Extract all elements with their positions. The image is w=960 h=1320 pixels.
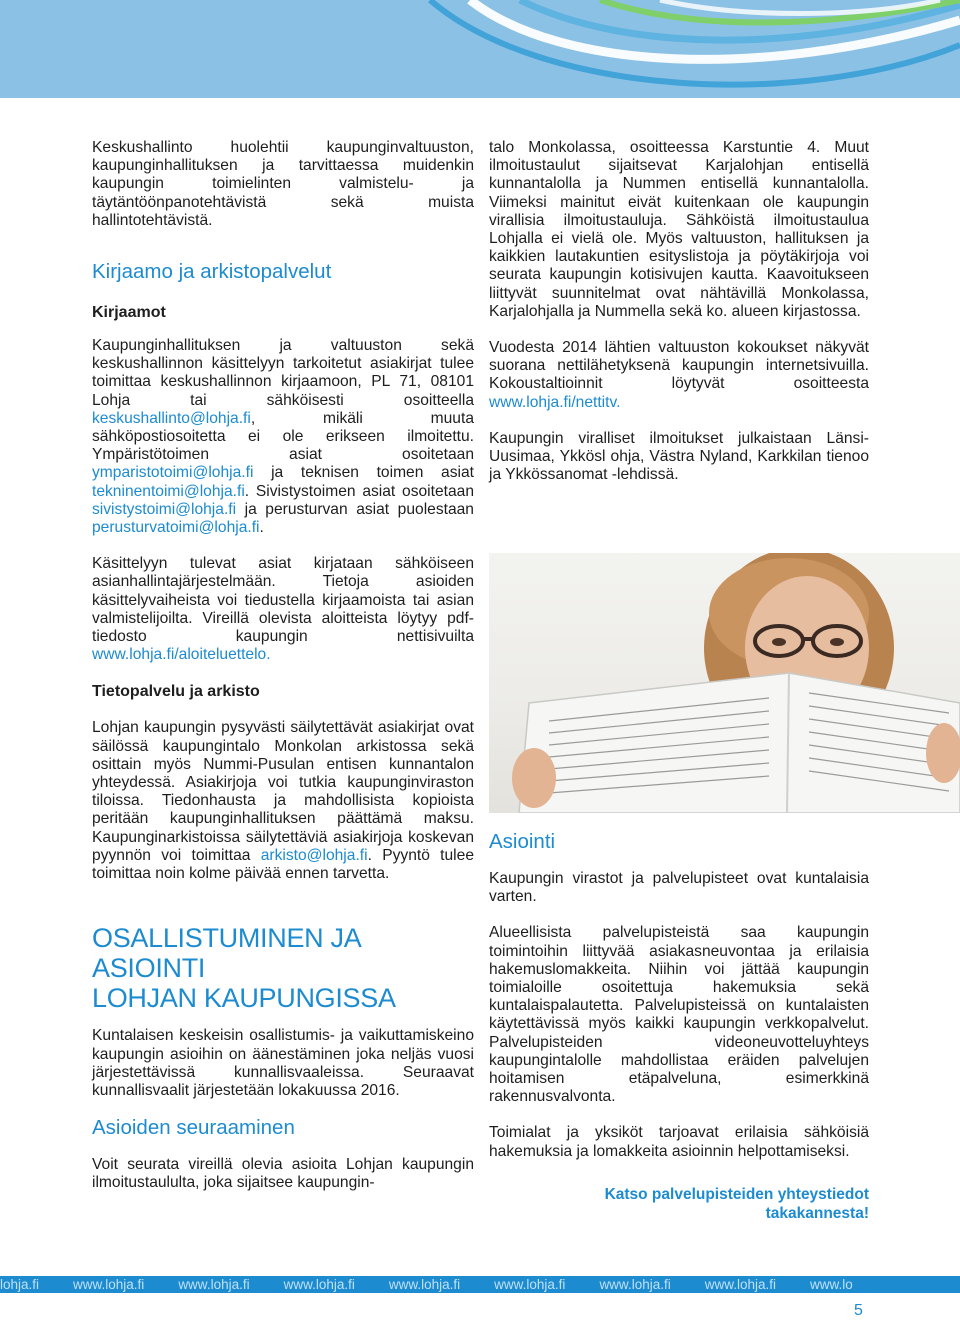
email-sivistystoimi-link[interactable]: sivistystoimi@lohja.fi <box>92 500 237 518</box>
callout-line-2: takakannesta! <box>765 1204 869 1222</box>
footer-url: www.lohja.fi <box>599 1277 671 1292</box>
tietopalvelu-heading: Tietopalvelu ja arkisto <box>92 683 260 701</box>
header-band <box>0 0 960 98</box>
left-column <box>92 139 474 1193</box>
tieto-text-b: . Pyyntö tulee toimittaa noin kolme päivää ennen tarvetta. <box>92 846 474 883</box>
tietopalvelu-paragraph <box>92 719 474 883</box>
tieto-text-a: Lohjan kaupungin pysyvästi säilytettävät asiakirjat ovat säilössä kaupungintalo Monkolan arkistossa sekä osittain myös Nummi-Pusulan entisen kunnantalon yhteydessä. Asiakirjoja voi tutkia kaupunginviraston tiloissa. Tiedonhausta ja mahdollisista kopioista peritään kaupunginhallituksen päättämä maksu. Kaupunginarkistoissa säilytettäviä asiakirjoja koskevan pyynnön voi toimittaa <box>92 719 474 864</box>
kirjaamot-text-f: . <box>259 519 264 537</box>
footer-url: www.lo <box>810 1277 853 1292</box>
email-keskushallinto-link[interactable]: keskushallinto@lohja.fi <box>92 409 251 427</box>
callout-line-1: Katso palvelupisteiden yhteystiedot <box>604 1185 869 1203</box>
right-column-top <box>489 139 869 484</box>
kirjaamot-text-e: ja perusturvan asiat puolestaan <box>244 500 474 518</box>
kirjaamot-heading: Kirjaamot <box>92 304 166 322</box>
photo-illustration <box>489 553 960 813</box>
email-ymparistotoimi-link[interactable]: ymparistotoimi@lohja.fi <box>92 464 254 482</box>
intro-paragraph: Keskushallinto huolehtii kaupunginvaltuuston, kaupunginhallituksen ja tarvittaessa muidenkin kaupungin toimielinten valmistelu- ja täytäntöönpanotehtävistä sekä muista hallintotehtävistä. <box>92 139 474 229</box>
footer-url: www.lohja.fi <box>388 1277 461 1292</box>
footer-url: www.lohja.fi <box>178 1277 250 1292</box>
section-title-line-1: OSALLISTUMINEN JA ASIOINTI <box>92 923 360 984</box>
asiointi-paragraph-3: Toimialat ja yksiköt tarjoavat erilaisia sähköisiä hakemuksia ja lomakkeita asioinnin helpottamiseksi. <box>489 1124 869 1160</box>
section-title-line-2: LOHJAN KAUPUNGISSA <box>92 983 396 1014</box>
kirjaamot-p2-text: Käsittelyyn tulevat asiat kirjataan sähköiseen asianhallintajärjestelmään. Tietoja asioiden käsittelyvaiheista voi tiedustella kirjaamoista tai asian valmistelijoilta. Vireillä olevista aloitteista löytyy pdf-tiedosto kaupungin nettisivuilta <box>92 555 474 646</box>
footer-url: www.lohja.fi <box>704 1277 776 1292</box>
nettitv-link[interactable]: www.lohja.fi/nettitv. <box>489 393 621 411</box>
section-title <box>92 923 474 1013</box>
ilmoitukset-paragraph: Kaupungin viralliset ilmoitukset julkaistaan Länsi-Uusimaa, Ykkösl ohja, Västra Nyland, Karkkilan tienoo ja Ykkössanomat -lehdissä. <box>489 429 869 484</box>
seuraaminen-paragraph: Voit seurata vireillä olevia asioita Lohjan kaupungin ilmoitustaululta, joka sijaitsee kaupungin- <box>92 1156 474 1192</box>
email-arkisto-link[interactable]: arkisto@lohja.fi <box>260 846 368 864</box>
right-column-bottom <box>489 830 869 1223</box>
aloiteluettelo-link[interactable]: www.lohja.fi/aloiteluettelo. <box>92 646 271 664</box>
valtuusto-text: Vuodesta 2014 lähtien valtuuston kokoukset näkyvät suorana nettilähetyksenä kaupungin internetsivuilla. Kokoustaltioinnit löytyvät osoitteesta <box>489 339 869 393</box>
footer-url: www.lohja.fi <box>494 1277 566 1292</box>
decorative-swoosh <box>0 0 960 98</box>
footer-url: lohja.fi <box>0 1277 40 1292</box>
kirjaamot-text-d: . Sivistystoimen asiat osoitetaan <box>244 482 474 500</box>
footer-url-strip <box>0 1276 960 1293</box>
footer-url: www.lohja.fi <box>283 1277 355 1292</box>
kirjaamot-text-b: , mikäli muuta sähköpostiosoitetta ei ole erikseen ilmoitettu. Ympäristötoimen asiat osoitetaan <box>92 409 474 464</box>
email-tekninentoimi-link[interactable]: tekninentoimi@lohja.fi <box>92 482 245 500</box>
footer-url: www.lohja.fi <box>73 1277 145 1292</box>
valtuusto-paragraph <box>489 339 869 412</box>
contact-callout <box>489 1185 869 1223</box>
seuraaminen-heading: Asioiden seuraaminen <box>92 1116 295 1140</box>
kirjaamot-paragraph-1 <box>92 337 474 537</box>
kirjaamot-text-a: Kaupunginhallituksen ja valtuuston sekä keskushallinnon käsittelyyn tarkoitetut asiakirjat tulee toimittaa keskushallinnon kirjaamoon, PL 71, 08101 Lohja tai sähköisesti osoitteella <box>92 337 474 409</box>
asiointi-paragraph-1: Kaupungin virastot ja palvelupisteet ovat kuntalaisia varten. <box>489 870 869 906</box>
email-perusturvatoimi-link[interactable]: perusturvatoimi@lohja.fi <box>92 519 260 537</box>
kirjaamot-text-c: ja teknisen toimen asiat <box>271 464 474 482</box>
page-number: 5 <box>854 1302 863 1319</box>
kirjaamo-heading: Kirjaamo ja arkistopalvelut <box>92 260 332 284</box>
newspaper-reader-photo <box>489 553 960 813</box>
osallistuminen-paragraph: Kuntalaisen keskeisin osallistumis- ja vaikuttamiskeino kaupungin asioihin on äänestäminen joka neljäs vuosi järjestettävissä kunnallisvaaleissa. Seuraavat kunnallisvaalit järjestetään lokakuussa 2016. <box>92 1027 474 1099</box>
kirjaamot-paragraph-2 <box>92 555 474 664</box>
asiointi-heading: Asiointi <box>489 830 556 853</box>
asiointi-paragraph-2: Alueellisista palvelupisteistä saa kaupungin toimintoihin liittyvää asiakasneuvontaa ja erilaisia hakemuslomakkeita. Niihin voi jättää kaupungin toimialoille osoitettuja hakemuksia sekä kuntalaispalautetta. Palvelupisteissä on kuntalaisten käytettävissä myös kaikki kaupungin verkkopalvelut. Palvelupisteiden videoneuvotteluyhteys kaupungintalolle mahdollistaa eräiden palvelujen hoitamisen etäpalveluna, esimerkkinä rakennusvalvonta. <box>489 924 869 1106</box>
ilmoitustaulut-paragraph: talo Monkolassa, osoitteessa Karstuntie 4. Muut ilmoitustaulut sijaitsevat Karjalohjan entisellä kunnantalolla ja Nummen entisellä kunnantalolla. Viimeksi mainitut eivät kuitenkaan ole kaupungin virallisia ilmoitustauluja. Sähköistä ilmoitustaulua Lohjalla ei vielä ole. Myös valtuuston, hallituksen ja kaikkien lautakuntien esityslistoja ja pöytäkirjoja voi seurata kaupungin kotisivujen kautta. Kaavoitukseen liittyvät suunnitelmat ovat nähtävillä Monkolassa, Karjalohjalla ja Nummella sekä ko. alueen kirjastossa. <box>489 139 869 320</box>
